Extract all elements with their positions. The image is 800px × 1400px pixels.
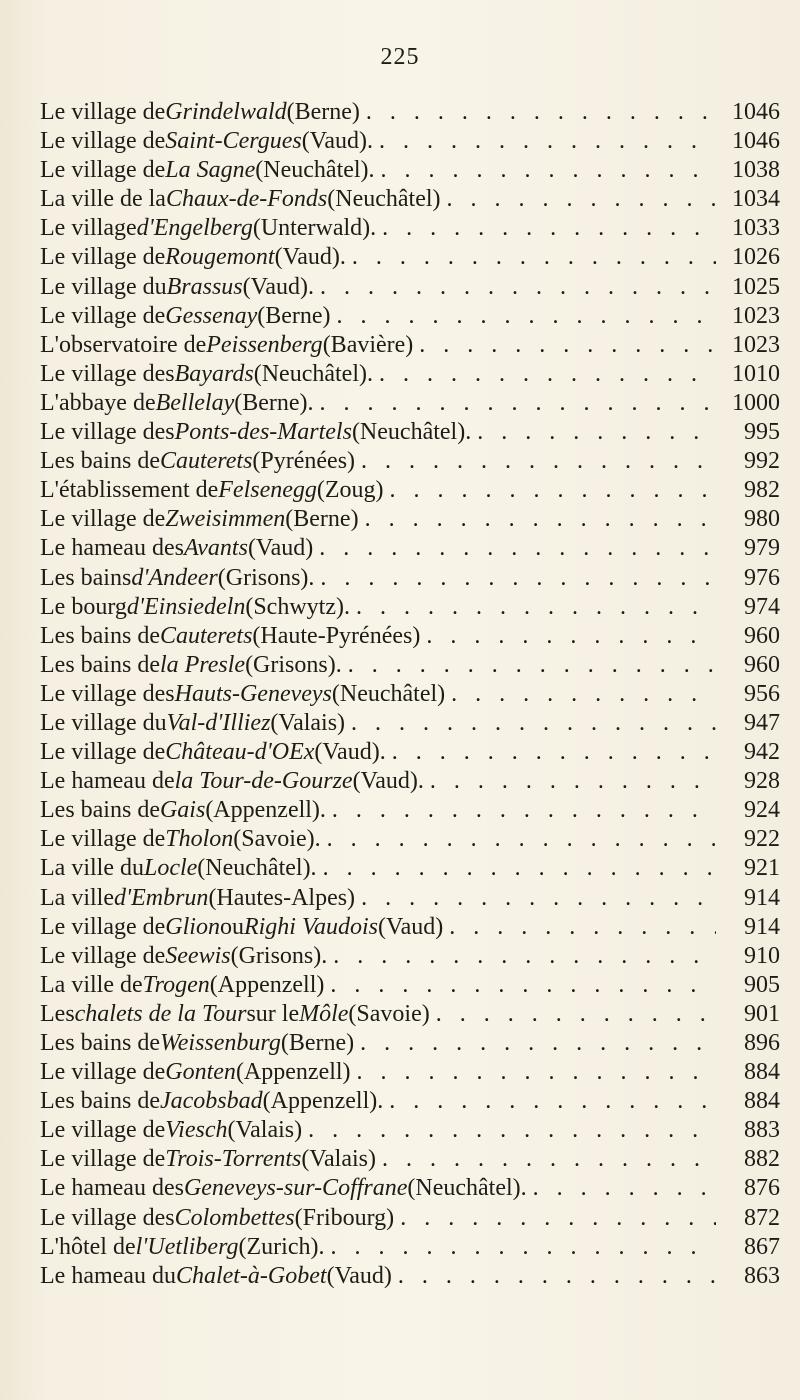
entry-region: (Neuchâtel) — [327, 186, 441, 213]
entry-prefix: Le village de — [40, 157, 166, 184]
place-name: Glion — [165, 913, 220, 940]
entry-region: (Vaud) — [326, 1262, 392, 1289]
place-name: d'Engelberg — [136, 215, 253, 242]
entry-region: (Neuchâtel). — [197, 855, 317, 882]
entry-region: (Grisons). — [230, 942, 328, 969]
entry-region: (Berne) — [280, 1030, 355, 1056]
list-item — [40, 942, 780, 971]
entry-prefix: L'établissement de — [40, 477, 219, 504]
dot-leader — [302, 1116, 716, 1145]
altitude-value: 1026 — [732, 244, 780, 271]
dot-leader — [420, 622, 716, 651]
list-item — [40, 331, 780, 360]
dot-leader — [445, 680, 716, 709]
altitude-value: 883 — [744, 1117, 780, 1144]
list-item — [40, 447, 780, 476]
entry-region: (Valais) — [227, 1117, 303, 1144]
place-name: Gessenay — [165, 302, 258, 329]
entry-prefix: Le hameau des — [40, 1175, 184, 1202]
list-item — [40, 680, 780, 709]
altitude-value: 1034 — [732, 186, 780, 213]
dot-leader — [424, 767, 716, 796]
altitude-value: 901 — [744, 1000, 780, 1027]
entry-prefix: Le village de — [40, 942, 166, 969]
entry-prefix: Le village des — [40, 419, 175, 446]
place-name: Ponts-des-Martels — [174, 419, 352, 446]
entry-prefix: La ville du — [40, 855, 144, 882]
entry-region: (Berne) — [257, 302, 331, 329]
dot-leader — [313, 534, 716, 563]
altitude-value: 910 — [744, 942, 780, 969]
dot-leader — [376, 214, 716, 243]
entry-region: (Appenzell). — [262, 1088, 384, 1115]
dot-leader — [351, 1058, 716, 1087]
list-item — [40, 389, 780, 418]
list-item — [40, 854, 780, 883]
altitude-value: 982 — [744, 477, 780, 504]
place-name: Bayards — [174, 360, 254, 387]
list-item — [40, 1000, 780, 1029]
entry-region: (Vaud) — [377, 913, 444, 940]
entry-prefix: Les bains de — [40, 448, 160, 475]
place-name: Seewis — [165, 942, 231, 969]
place-name: la Presle — [159, 651, 246, 678]
dot-leader — [314, 564, 716, 593]
entry-region: (Appenzell) — [235, 1059, 351, 1086]
list-item — [40, 1116, 780, 1145]
list-item — [40, 243, 780, 272]
entry-region: (Vaud). — [242, 273, 314, 300]
list-item — [40, 185, 780, 214]
place-name: chalets de la Tour — [74, 1000, 247, 1027]
place-name: l'Uetliberg — [135, 1233, 239, 1260]
entry-prefix: Le village de — [40, 128, 166, 155]
list-item — [40, 156, 780, 185]
place-name: Val-d'Illiez — [166, 709, 271, 736]
place-name: Colombettes — [174, 1204, 295, 1231]
place-name: Brassus — [166, 273, 243, 300]
dot-leader — [314, 273, 716, 302]
entry-region: (Berne). — [234, 389, 314, 416]
place-name: Cauterets — [159, 622, 253, 649]
entry-region: (Unterwald). — [252, 215, 377, 242]
entry-prefix: Le bourg — [40, 593, 127, 620]
altitude-value: 914 — [744, 884, 780, 911]
place-name: la Tour-de-Gourze — [174, 768, 353, 795]
altitude-value: 922 — [744, 826, 780, 853]
entry-region: (Savoie) — [348, 1000, 430, 1027]
list-item — [40, 593, 780, 622]
list-item — [40, 273, 780, 302]
list-item — [40, 505, 780, 534]
entry-prefix: Les bains de — [40, 797, 160, 824]
list-item — [40, 913, 780, 942]
dot-leader — [350, 593, 716, 622]
dot-leader — [355, 884, 716, 913]
dot-leader — [360, 98, 716, 127]
entry-region: (Berne) — [286, 99, 360, 125]
entry-prefix: Le village du — [40, 273, 167, 300]
entry-region: (Vaud). — [301, 128, 374, 155]
entry-prefix: Le village de — [40, 99, 166, 125]
altitude-value: 905 — [744, 971, 780, 998]
altitude-value: 960 — [744, 622, 780, 649]
place-name: d'Andeer — [131, 564, 218, 591]
place-name: Chalet-à-Gobet — [175, 1262, 327, 1289]
entry-region: (Neuchâtel). — [253, 360, 373, 387]
dot-leader — [430, 1000, 716, 1029]
altitude-value: 979 — [744, 535, 780, 562]
list-item — [40, 476, 780, 505]
entry-region: (Neuchâtel). — [351, 419, 472, 446]
place-name: Weissenburg — [159, 1030, 281, 1056]
altitude-value: 947 — [744, 709, 780, 736]
altitude-value: 928 — [744, 768, 780, 795]
dot-leader — [345, 709, 716, 738]
dot-leader — [324, 971, 716, 1000]
dot-leader — [413, 331, 716, 360]
entry-region: (Appenzell). — [205, 797, 326, 824]
altitude-value: 1046 — [732, 128, 780, 155]
list-item — [40, 1087, 780, 1116]
place-name: Geneveys-sur-Coffrane — [183, 1175, 408, 1202]
altitude-value: 995 — [744, 419, 780, 446]
entry-prefix: Le village de — [40, 1059, 166, 1086]
altitude-value: 956 — [744, 680, 780, 707]
entry-region: (Vaud) — [247, 535, 314, 562]
entry-region: (Vaud). — [352, 768, 424, 795]
entry-region: (Zoug) — [316, 477, 384, 504]
dot-leader — [326, 796, 716, 825]
entry-region: ou — [219, 913, 244, 940]
entry-prefix: L'abbaye de — [40, 389, 156, 416]
place-name: Cauterets — [159, 448, 253, 475]
altitude-value: 1033 — [732, 215, 780, 242]
dot-leader — [314, 389, 716, 418]
place-name: Tholon — [165, 826, 234, 853]
altitude-value: 1046 — [732, 99, 780, 125]
place-name: Viesch — [165, 1117, 228, 1144]
altitude-value: 921 — [744, 855, 780, 882]
entry-prefix: Les bains — [40, 564, 132, 591]
place-name: Gais — [159, 797, 206, 824]
altitude-value: 914 — [744, 913, 780, 940]
list-item — [40, 418, 780, 447]
entry-region: (Neuchâtel). — [255, 157, 375, 184]
place-name-alt: Môle — [299, 1000, 349, 1027]
place-name: Trogen — [142, 971, 210, 998]
list-item — [40, 738, 780, 767]
place-name: d'Einsiedeln — [126, 593, 246, 620]
place-name: Grindelwald — [165, 99, 287, 125]
entry-prefix: Le hameau des — [40, 535, 184, 562]
entry-region: (Grisons). — [245, 651, 342, 678]
place-name: Rougemont — [165, 244, 275, 271]
list-item — [40, 1174, 780, 1203]
list-item — [40, 884, 780, 913]
list-item — [40, 971, 780, 1000]
altitude-value: 896 — [744, 1030, 780, 1056]
entry-prefix: Le village des — [40, 360, 175, 387]
list-item — [40, 1145, 780, 1174]
entry-region: (Valais) — [270, 709, 346, 736]
altitude-value: 867 — [744, 1233, 780, 1260]
entry-prefix: Le village de — [40, 913, 166, 940]
entry-region: (Vaud). — [314, 739, 386, 766]
dot-leader — [331, 302, 716, 331]
list-item — [40, 564, 780, 593]
place-name: Chaux-de-Fonds — [165, 186, 328, 213]
dot-leader — [373, 360, 716, 389]
altitude-value: 976 — [744, 564, 780, 591]
place-name: Jacobsbad — [159, 1088, 263, 1115]
place-name: Hauts-Geneveys — [174, 680, 332, 707]
list-item — [40, 622, 780, 651]
entry-region: (Hautes-Alpes) — [208, 884, 356, 911]
altitude-value: 960 — [744, 651, 780, 678]
entry-region: (Appenzell) — [209, 971, 325, 998]
entry-prefix: Le hameau de — [40, 768, 175, 795]
entry-prefix: Le village — [40, 215, 137, 242]
dot-leader — [527, 1174, 716, 1203]
dot-leader — [394, 1204, 716, 1233]
dot-leader — [342, 651, 716, 680]
entry-region: (Haute-Pyrénées) — [252, 622, 421, 649]
altitude-value: 884 — [744, 1059, 780, 1086]
place-name: d'Embrun — [113, 884, 209, 911]
dot-leader — [359, 505, 716, 534]
dot-leader — [354, 1029, 716, 1058]
dot-leader — [373, 127, 716, 156]
dot-leader — [346, 243, 716, 272]
list-item — [40, 127, 780, 156]
dot-leader — [471, 418, 716, 447]
list-item — [40, 1233, 780, 1262]
place-name: Trois-Torrents — [165, 1146, 302, 1173]
altitude-list — [40, 98, 780, 1291]
entry-prefix: Le village de — [40, 302, 166, 329]
entry-region: (Berne) — [285, 506, 359, 533]
dot-leader — [376, 1145, 716, 1174]
entry-prefix: Le village de — [40, 1146, 166, 1173]
entry-prefix: Le village des — [40, 680, 175, 707]
page-number: 225 — [380, 44, 420, 70]
entry-region: (Pyrénées) — [252, 448, 356, 475]
altitude-value: 1038 — [732, 157, 780, 184]
place-name-alt: Righi Vaudois — [243, 913, 378, 940]
altitude-value: 863 — [744, 1262, 780, 1289]
dot-leader — [443, 913, 716, 942]
place-name: Bellelay — [155, 389, 235, 416]
entry-region: (Neuchâtel) — [331, 680, 446, 707]
place-name: Avants — [183, 535, 248, 562]
entry-region: (Neuchâtel). — [407, 1175, 527, 1202]
entry-region: (Vaud). — [274, 244, 346, 271]
entry-region: (Savoie). — [233, 826, 321, 853]
list-item — [40, 767, 780, 796]
entry-prefix: Les bains de — [40, 651, 160, 678]
entry-prefix: Les bains de — [40, 1088, 160, 1115]
entry-prefix: Le village de — [40, 506, 166, 533]
entry-prefix: L'hôtel de — [40, 1233, 136, 1260]
altitude-value: 884 — [744, 1088, 780, 1115]
list-item — [40, 796, 780, 825]
altitude-value: 980 — [744, 506, 780, 533]
dot-leader — [392, 1262, 716, 1291]
list-item — [40, 534, 780, 563]
place-name: Zweisimmen — [165, 506, 286, 533]
entry-region: (Schwytz). — [245, 593, 350, 620]
altitude-value: 872 — [744, 1204, 780, 1231]
entry-prefix: L'observatoire de — [40, 331, 207, 358]
altitude-value: 1000 — [732, 389, 780, 416]
entry-prefix: La ville — [40, 884, 114, 911]
list-item — [40, 302, 780, 331]
entry-prefix: Le village de — [40, 826, 166, 853]
dot-leader — [355, 447, 716, 476]
altitude-value: 876 — [744, 1175, 780, 1202]
list-item — [40, 360, 780, 389]
altitude-value: 974 — [744, 593, 780, 620]
altitude-value: 1023 — [732, 331, 780, 358]
list-item — [40, 1262, 780, 1291]
entry-prefix: Le hameau du — [40, 1262, 176, 1289]
list-item — [40, 1058, 780, 1087]
place-name: Felsenegg — [218, 477, 317, 504]
altitude-value: 882 — [744, 1146, 780, 1173]
entry-region: (Grisons). — [217, 564, 315, 591]
entry-prefix: Le village de — [40, 1117, 166, 1144]
entry-region: (Fribourg) — [294, 1204, 395, 1231]
entry-prefix: Les bains de — [40, 622, 160, 649]
entry-prefix: Le village de — [40, 244, 166, 271]
entry-prefix: Le village des — [40, 1204, 175, 1231]
list-item — [40, 1029, 780, 1058]
dot-leader — [383, 1087, 716, 1116]
dot-leader — [384, 476, 716, 505]
altitude-value: 992 — [744, 448, 780, 475]
place-name: Gonten — [165, 1059, 236, 1086]
dot-leader — [386, 738, 716, 767]
altitude-value: 1025 — [732, 273, 780, 300]
dot-leader — [321, 825, 716, 854]
dot-leader — [375, 156, 716, 185]
list-item — [40, 709, 780, 738]
entry-region: (Valais) — [301, 1146, 376, 1173]
place-name: Saint-Cergues — [165, 128, 302, 155]
entry-prefix: Le village de — [40, 739, 166, 766]
entry-region: sur le — [246, 1000, 300, 1027]
list-item — [40, 651, 780, 680]
entry-region: (Bavière) — [322, 331, 414, 358]
place-name: Peissenberg — [206, 331, 323, 358]
dot-leader — [317, 854, 716, 883]
dot-leader — [327, 942, 716, 971]
entry-prefix: Les — [40, 1000, 75, 1027]
dot-leader — [324, 1233, 716, 1262]
altitude-value: 1023 — [732, 302, 780, 329]
entry-region: (Zurich). — [238, 1233, 325, 1260]
altitude-value: 1010 — [732, 360, 780, 387]
list-item — [40, 1204, 780, 1233]
entry-prefix: La ville de la — [40, 186, 166, 213]
altitude-value: 924 — [744, 797, 780, 824]
list-item — [40, 98, 780, 127]
place-name: Château-d'OEx — [165, 739, 315, 766]
entry-prefix: La ville de — [40, 971, 143, 998]
dot-leader — [441, 185, 716, 214]
list-item — [40, 214, 780, 243]
entry-prefix: Le village du — [40, 709, 167, 736]
list-item — [40, 825, 780, 854]
place-name: La Sagne — [165, 157, 256, 184]
place-name: Locle — [143, 855, 198, 882]
entry-prefix: Les bains de — [40, 1030, 160, 1056]
altitude-value: 942 — [744, 739, 780, 766]
